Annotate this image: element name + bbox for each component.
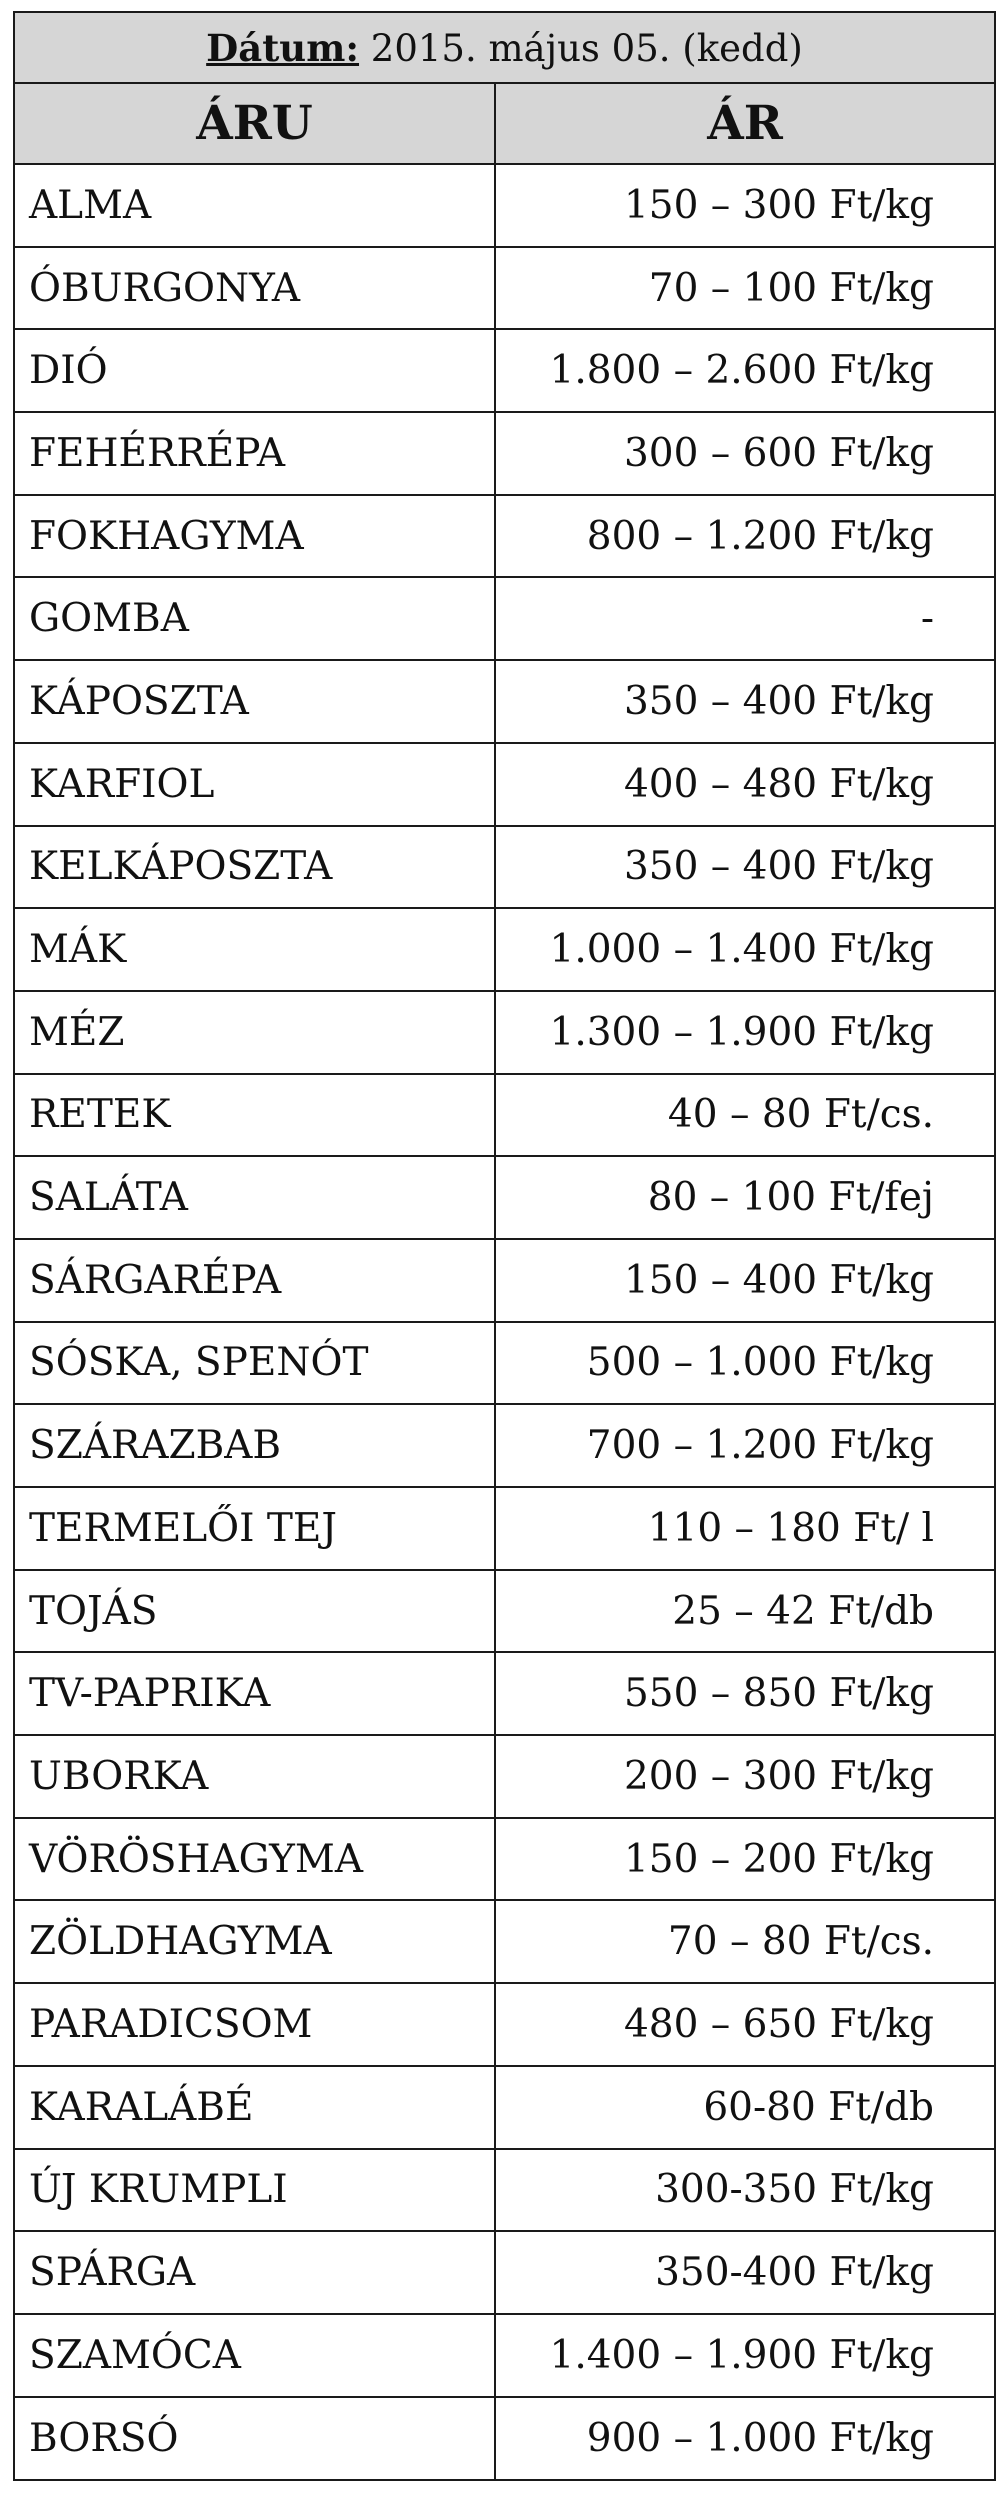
item-name-cell: RETEK xyxy=(15,1074,495,1157)
table-row xyxy=(15,329,994,412)
item-price-cell: 500 – 1.000 Ft/kg xyxy=(495,1322,994,1405)
item-price-cell: 80 – 100 Ft/fej xyxy=(495,1156,994,1239)
table-row xyxy=(15,1900,994,1983)
item-name-cell: SZÁRAZBAB xyxy=(15,1404,495,1487)
item-name-cell: KELKÁPOSZTA xyxy=(15,826,495,909)
item-name-cell: TV-PAPRIKA xyxy=(15,1652,495,1735)
table-row xyxy=(15,1074,994,1157)
item-price-cell: 60-80 Ft/db xyxy=(495,2066,994,2149)
item-price-cell: 400 – 480 Ft/kg xyxy=(495,743,994,826)
item-price-cell: 40 – 80 Ft/cs. xyxy=(495,1074,994,1157)
item-name-cell: ALMA xyxy=(15,164,495,247)
item-name-cell: KÁPOSZTA xyxy=(15,660,495,743)
item-name-cell: BORSÓ xyxy=(15,2397,495,2480)
table-row xyxy=(15,495,994,578)
date-cell xyxy=(15,13,994,83)
date-value: 2015. május 05. (kedd) xyxy=(359,26,803,70)
item-price-cell: 1.000 – 1.400 Ft/kg xyxy=(495,908,994,991)
item-price-cell: 150 – 200 Ft/kg xyxy=(495,1818,994,1901)
table-row xyxy=(15,2397,994,2480)
table-row xyxy=(15,1983,994,2066)
table-row xyxy=(15,2066,994,2149)
item-name-cell: SZAMÓCA xyxy=(15,2314,495,2397)
table-row xyxy=(15,164,994,247)
table-row xyxy=(15,1652,994,1735)
item-price-cell: 350 – 400 Ft/kg xyxy=(495,660,994,743)
table-row xyxy=(15,660,994,743)
item-price-cell: 1.800 – 2.600 Ft/kg xyxy=(495,329,994,412)
item-name-cell: KARFIOL xyxy=(15,743,495,826)
table-row xyxy=(15,1404,994,1487)
item-price-cell: 800 – 1.200 Ft/kg xyxy=(495,495,994,578)
table-row xyxy=(15,826,994,909)
item-name-cell: FEHÉRRÉPA xyxy=(15,412,495,495)
item-name-cell: MÉZ xyxy=(15,991,495,1074)
table-row xyxy=(15,991,994,1074)
date-label: Dátum: xyxy=(206,25,360,70)
price-table-sheet xyxy=(13,11,996,2481)
item-name-cell: GOMBA xyxy=(15,577,495,660)
column-header-price: ÁR xyxy=(495,83,994,164)
item-price-cell: 900 – 1.000 Ft/kg xyxy=(495,2397,994,2480)
item-name-cell: SÁRGARÉPA xyxy=(15,1239,495,1322)
table-row xyxy=(15,412,994,495)
table-row xyxy=(15,1239,994,1322)
item-price-cell: 700 – 1.200 Ft/kg xyxy=(495,1404,994,1487)
item-price-cell: 550 – 850 Ft/kg xyxy=(495,1652,994,1735)
table-row xyxy=(15,2314,994,2397)
item-name-cell: MÁK xyxy=(15,908,495,991)
item-name-cell: ZÖLDHAGYMA xyxy=(15,1900,495,1983)
item-name-cell: KARALÁBÉ xyxy=(15,2066,495,2149)
table-row xyxy=(15,2231,994,2314)
table-row xyxy=(15,1735,994,1818)
item-name-cell: TOJÁS xyxy=(15,1570,495,1653)
item-price-cell: 70 – 80 Ft/cs. xyxy=(495,1900,994,1983)
table-row xyxy=(15,743,994,826)
table-row xyxy=(15,1570,994,1653)
item-price-cell: 25 – 42 Ft/db xyxy=(495,1570,994,1653)
item-price-cell: 300-350 Ft/kg xyxy=(495,2149,994,2232)
table-row xyxy=(15,1487,994,1570)
item-name-cell: SPÁRGA xyxy=(15,2231,495,2314)
item-price-cell: 200 – 300 Ft/kg xyxy=(495,1735,994,1818)
item-price-cell: 480 – 650 Ft/kg xyxy=(495,1983,994,2066)
item-price-cell: 70 – 100 Ft/kg xyxy=(495,247,994,330)
item-name-cell: TERMELŐI TEJ xyxy=(15,1487,495,1570)
column-header-row xyxy=(15,83,994,164)
item-price-cell: 1.400 – 1.900 Ft/kg xyxy=(495,2314,994,2397)
item-price-cell: 350 – 400 Ft/kg xyxy=(495,826,994,909)
item-price-cell: 110 – 180 Ft/ l xyxy=(495,1487,994,1570)
table-row xyxy=(15,908,994,991)
item-name-cell: SALÁTA xyxy=(15,1156,495,1239)
item-name-cell: UBORKA xyxy=(15,1735,495,1818)
item-price-cell: - xyxy=(495,577,994,660)
item-name-cell: SÓSKA, SPENÓT xyxy=(15,1322,495,1405)
item-price-cell: 150 – 300 Ft/kg xyxy=(495,164,994,247)
table-row xyxy=(15,1818,994,1901)
item-name-cell: PARADICSOM xyxy=(15,1983,495,2066)
item-name-cell: ÚJ KRUMPLI xyxy=(15,2149,495,2232)
table-row xyxy=(15,2149,994,2232)
item-price-cell: 150 – 400 Ft/kg xyxy=(495,1239,994,1322)
item-name-cell: VÖRÖSHAGYMA xyxy=(15,1818,495,1901)
item-price-cell: 300 – 600 Ft/kg xyxy=(495,412,994,495)
price-table xyxy=(15,13,994,2479)
table-row xyxy=(15,1322,994,1405)
date-row xyxy=(15,13,994,83)
item-name-cell: ÓBURGONYA xyxy=(15,247,495,330)
table-row xyxy=(15,247,994,330)
column-header-item: ÁRU xyxy=(15,83,495,164)
item-name-cell: DIÓ xyxy=(15,329,495,412)
table-row xyxy=(15,577,994,660)
item-name-cell: FOKHAGYMA xyxy=(15,495,495,578)
item-price-cell: 350-400 Ft/kg xyxy=(495,2231,994,2314)
item-price-cell: 1.300 – 1.900 Ft/kg xyxy=(495,991,994,1074)
table-row xyxy=(15,1156,994,1239)
